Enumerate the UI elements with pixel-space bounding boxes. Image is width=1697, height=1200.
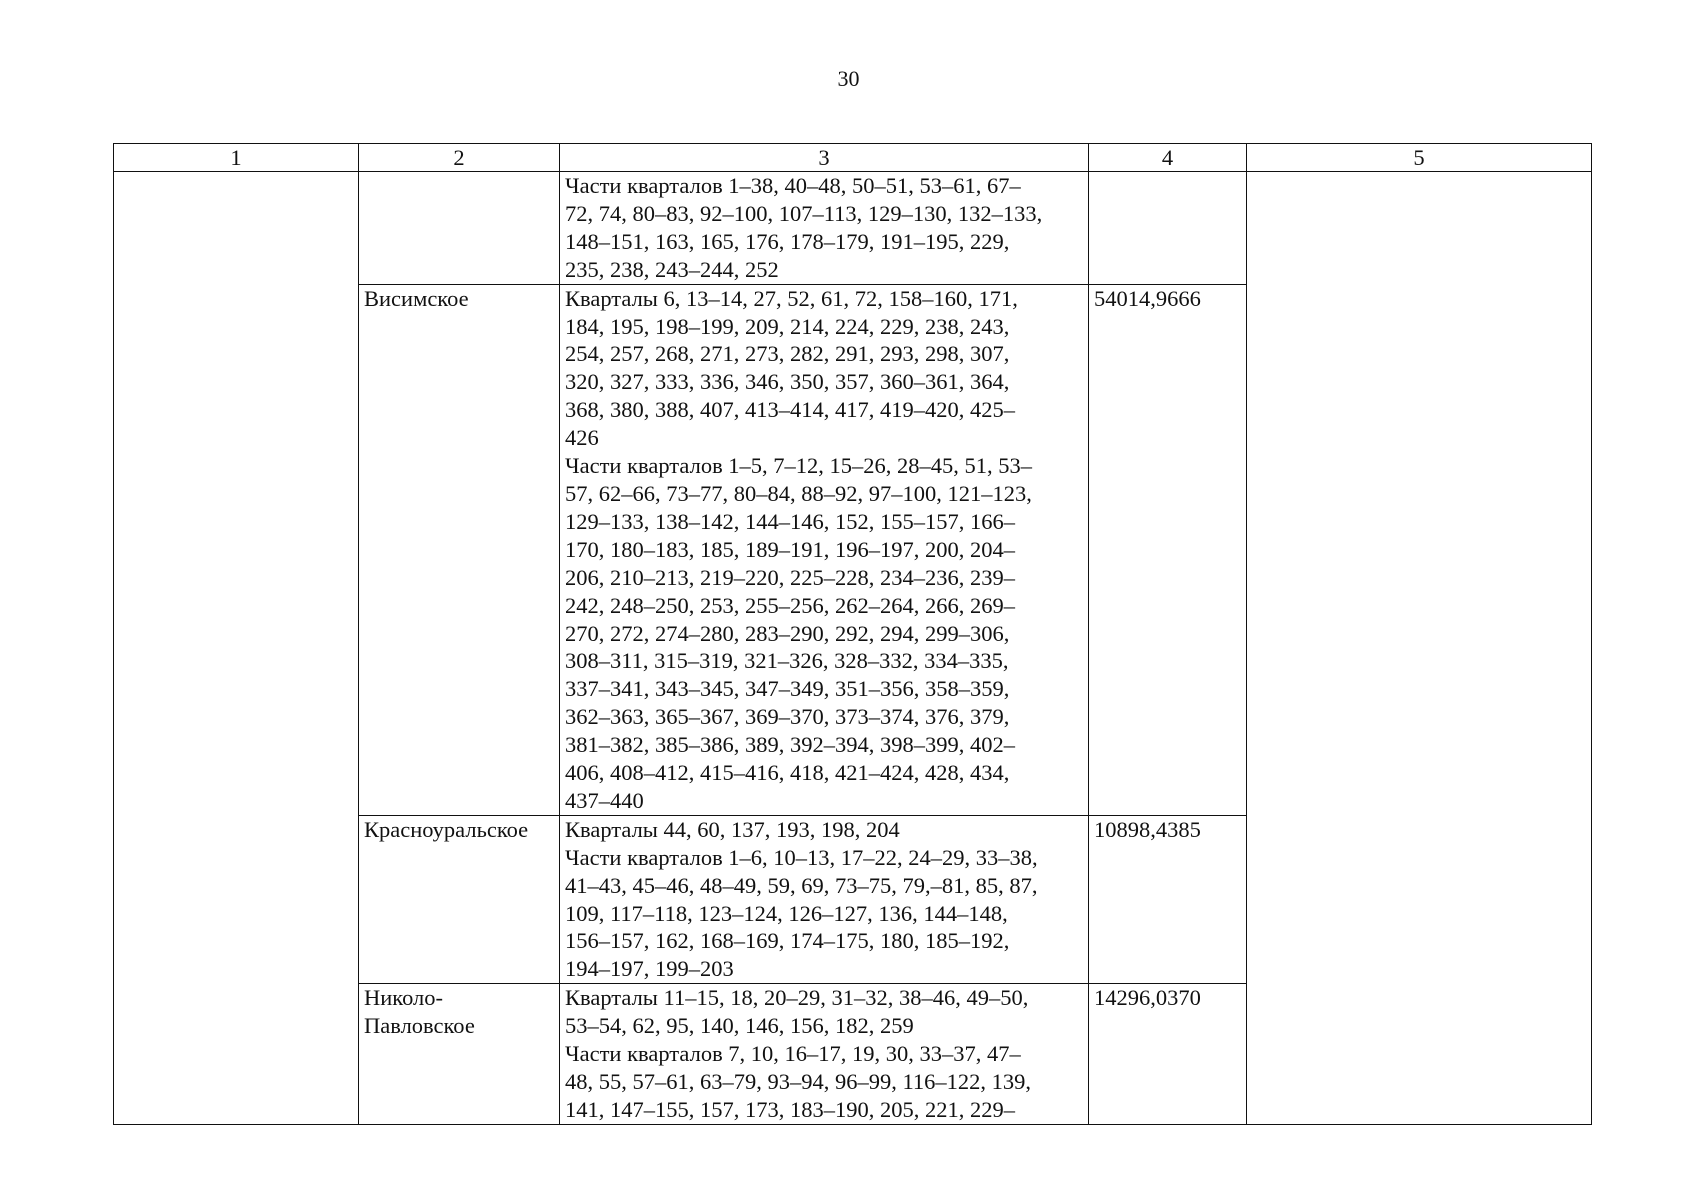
quarters-line: 129–133, 138–142, 144–146, 152, 155–157, 166– bbox=[565, 508, 1015, 534]
forestry-name-cell: Висимское bbox=[359, 284, 560, 815]
quarters-cell bbox=[560, 172, 1089, 285]
quarters-line: 53–54, 62, 95, 140, 146, 156, 182, 259 bbox=[565, 1013, 914, 1039]
quarters-line: 254, 257, 268, 271, 273, 282, 291, 293, 298, 307, bbox=[565, 341, 1010, 367]
quarters-line: 48, 55, 57–61, 63–79, 93–94, 96–99, 116–122, 139, bbox=[565, 1069, 1032, 1094]
quarters-line: 148–151, 163, 165, 176, 178–179, 191–195, 229, bbox=[565, 228, 1010, 254]
forestry-name-cell bbox=[359, 984, 560, 1125]
quarters-cell bbox=[560, 284, 1089, 815]
quarters-line: Части кварталов 1–6, 10–13, 17–22, 24–29, 33–38, bbox=[565, 844, 1038, 870]
forestry-name-line: Павловское bbox=[364, 1013, 475, 1039]
quarters-line: 184, 195, 198–199, 209, 214, 224, 229, 238, 243, bbox=[565, 313, 1010, 339]
area-cell: 54014,9666 bbox=[1089, 284, 1247, 815]
quarters-line: 194–197, 199–203 bbox=[565, 956, 734, 982]
quarters-line: 242, 248–250, 253, 255–256, 262–264, 266, 269– bbox=[565, 592, 1015, 618]
quarters-line: 362–363, 365–367, 369–370, 373–374, 376, 379, bbox=[565, 704, 1010, 730]
column-5-cell bbox=[1247, 172, 1592, 1125]
column-2-cell bbox=[359, 172, 560, 285]
quarters-line: Кварталы 6, 13–14, 27, 52, 61, 72, 158–160, 171, bbox=[565, 285, 1018, 311]
quarters-line: 437–440 bbox=[565, 787, 644, 813]
quarters-line: 141, 147–155, 157, 173, 183–190, 205, 221, 229– bbox=[565, 1096, 1015, 1122]
area-cell: 10898,4385 bbox=[1089, 815, 1247, 983]
table-header-row bbox=[114, 144, 1592, 172]
quarters-line: Кварталы 44, 60, 137, 193, 198, 204 bbox=[565, 816, 900, 842]
quarters-line: 308–311, 315–319, 321–326, 328–332, 334–335, bbox=[565, 648, 1009, 674]
document-table bbox=[113, 143, 1592, 1125]
quarters-line: 109, 117–118, 123–124, 126–127, 136, 144–148, bbox=[565, 900, 1008, 926]
quarters-line: 320, 327, 333, 336, 346, 350, 357, 360–361, 364, bbox=[565, 369, 1010, 395]
quarters-line: 206, 210–213, 219–220, 225–228, 234–236, 239– bbox=[565, 564, 1015, 590]
quarters-line: 170, 180–183, 185, 189–191, 196–197, 200, 204– bbox=[565, 536, 1015, 562]
quarters-line: 381–382, 385–386, 389, 392–394, 398–399, 402– bbox=[565, 732, 1015, 758]
table-row bbox=[114, 172, 1592, 285]
column-header-4: 4 bbox=[1089, 144, 1247, 172]
column-1-cell bbox=[114, 172, 359, 1125]
area-cell: 14296,0370 bbox=[1089, 984, 1247, 1125]
area-cell bbox=[1089, 172, 1247, 285]
quarters-line: Части кварталов 7, 10, 16–17, 19, 30, 33–37, 47– bbox=[565, 1041, 1021, 1067]
column-header-5: 5 bbox=[1247, 144, 1592, 172]
quarters-line: 156–157, 162, 168–169, 174–175, 180, 185–192, bbox=[565, 928, 1010, 954]
forestry-name-line: Николо- bbox=[364, 985, 444, 1011]
quarters-line: 57, 62–66, 73–77, 80–84, 88–92, 97–100, 121–123, bbox=[565, 480, 1032, 506]
quarters-line: 72, 74, 80–83, 92–100, 107–113, 129–130, 132–133, bbox=[565, 200, 1043, 226]
quarters-line: 426 bbox=[565, 425, 599, 451]
quarters-cell bbox=[560, 984, 1089, 1125]
quarters-cell bbox=[560, 815, 1089, 983]
quarters-line: Части кварталов 1–5, 7–12, 15–26, 28–45, 51, 53– bbox=[565, 453, 1033, 479]
column-header-1: 1 bbox=[114, 144, 359, 172]
quarters-line: Части кварталов 1–38, 40–48, 50–51, 53–61, 67– bbox=[565, 173, 1021, 198]
column-header-3: 3 bbox=[560, 144, 1089, 172]
forestry-name-cell: Красноуральское bbox=[359, 815, 560, 983]
quarters-line: 235, 238, 243–244, 252 bbox=[565, 256, 779, 282]
quarters-line: 41–43, 45–46, 48–49, 59, 69, 73–75, 79,–81, 85, 87, bbox=[565, 872, 1038, 898]
quarters-line: 270, 272, 274–280, 283–290, 292, 294, 299–306, bbox=[565, 620, 1010, 646]
quarters-line: 406, 408–412, 415–416, 418, 421–424, 428, 434, bbox=[565, 760, 1010, 786]
column-header-2: 2 bbox=[359, 144, 560, 172]
quarters-line: 337–341, 343–345, 347–349, 351–356, 358–359, bbox=[565, 676, 1010, 702]
page-number: 30 bbox=[837, 66, 860, 91]
quarters-line: 368, 380, 388, 407, 413–414, 417, 419–420, 425– bbox=[565, 397, 1015, 423]
quarters-line: Кварталы 11–15, 18, 20–29, 31–32, 38–46, 49–50, bbox=[565, 985, 1029, 1011]
